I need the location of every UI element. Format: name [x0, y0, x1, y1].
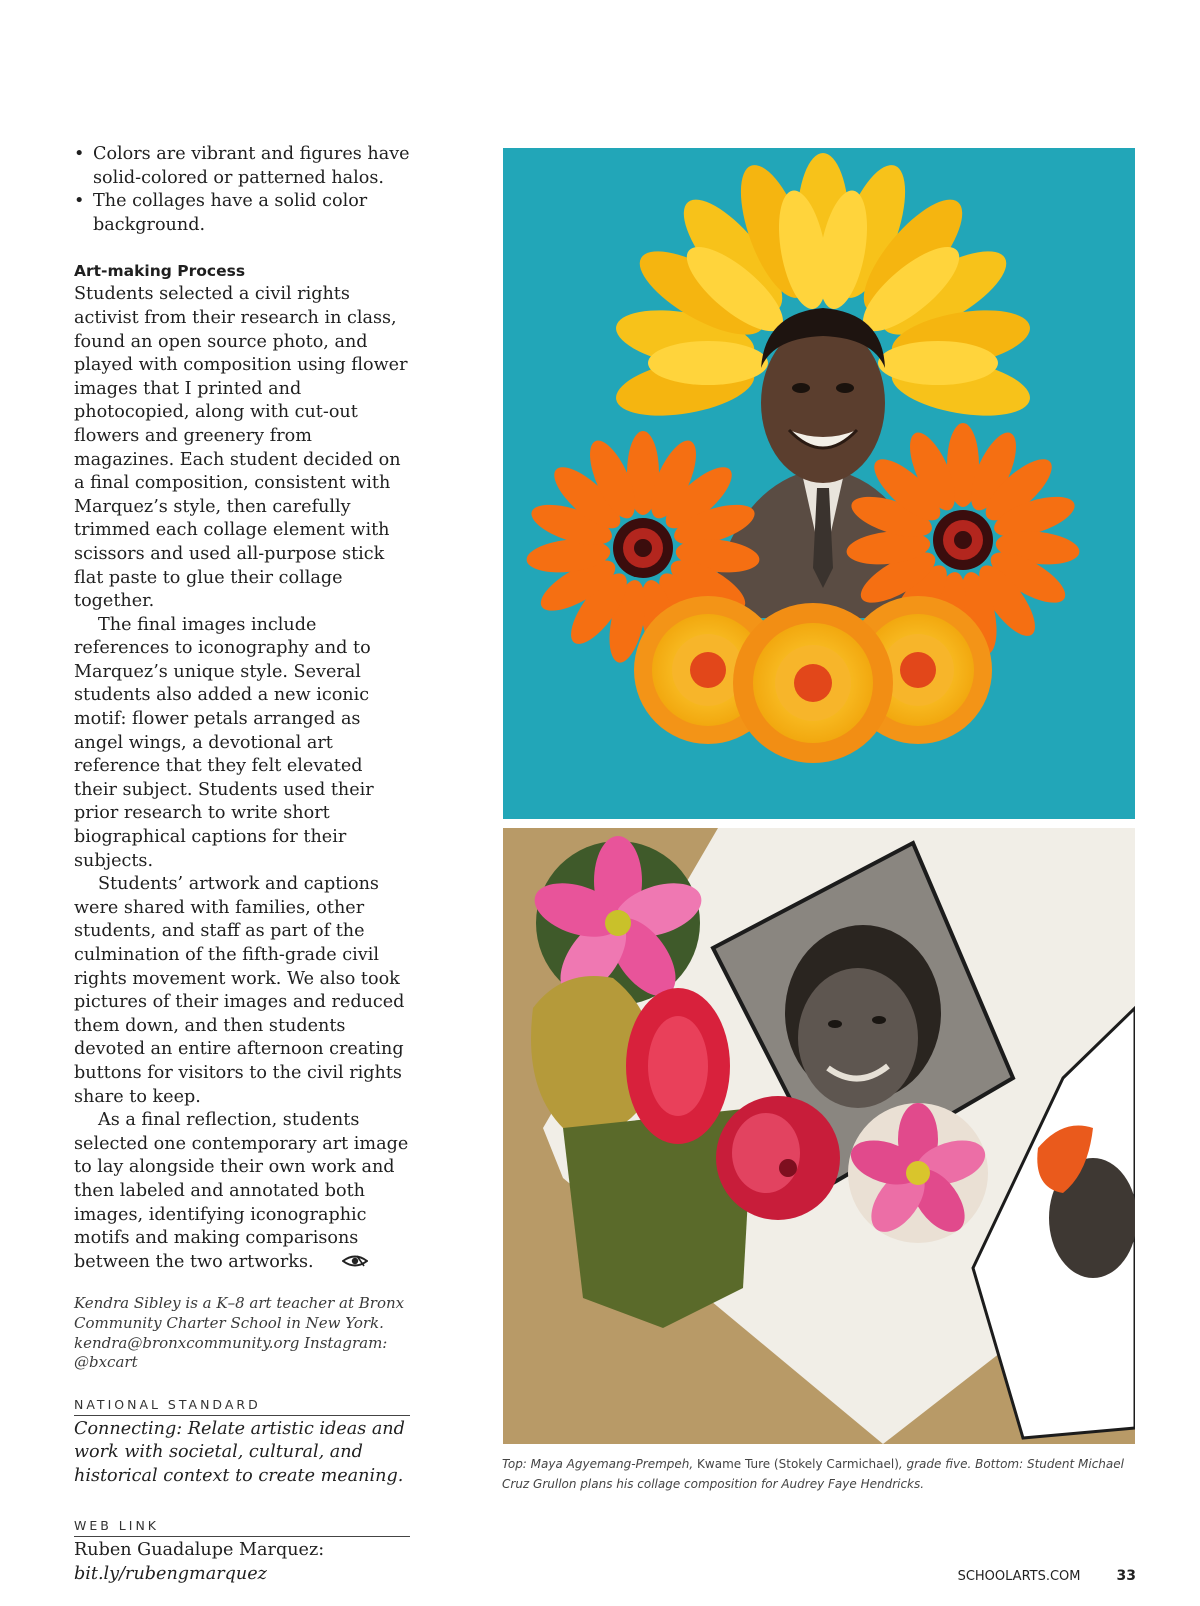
national-standard-label: NATIONAL STANDARD	[74, 1397, 410, 1416]
bullet-item: • Colors are vibrant and figures have solid-colored or patterned halos.	[74, 143, 410, 190]
collage-photo-top	[503, 148, 1135, 819]
web-link	[74, 1539, 410, 1586]
photo-caption	[502, 1455, 1142, 1494]
bullet-list	[74, 143, 410, 237]
footer-site[interactable]: SCHOOLARTS.COM	[957, 1569, 1081, 1584]
body-paragraph: Students selected a civil rights activist from their research in class, found an open source photo, and played with composition using flower images that I printed and photocopied, along with cut-out flowers and greenery from magazines. Each student decided on a final composition, consistent with Marquez’s style, then carefully trimmed each collage element with scissors and used all-purpose stick flat paste to glue their collage together.	[74, 284, 408, 612]
web-link-url[interactable]: bit.ly/rubengmarquez	[74, 1564, 267, 1585]
body-paragraph-text: As a final reflection, students selected one contemporary art image to lay alongside their own work and then labeled and annotated both images, identifying iconographic motifs and making comparisons between the two artworks.	[74, 1110, 409, 1272]
body-paragraph: The final images include references to iconography and to Marquez’s unique style. Several students also added a new iconic motif: flower petals arranged as angel wings, a devotional art reference that they felt elevated their subject. Students used their prior research to write short biographical captions for their subjects.	[74, 614, 374, 871]
bullet-item: • The collages have a solid color background.	[74, 190, 410, 237]
red-flower-lower	[716, 1096, 840, 1220]
web-link-name: Ruben Guadalupe Marquez:	[74, 1540, 325, 1561]
page-footer	[958, 1568, 1136, 1584]
marigold-center	[733, 603, 893, 763]
web-link-label: WEB LINK	[74, 1518, 410, 1537]
text-column	[74, 143, 410, 1587]
schoolarts-eye-icon	[318, 1252, 344, 1266]
caption-part: , grade five. Bottom: Student Michael Cruz Grullon plans his collage composition for Audrey Faye Hendricks.	[502, 1457, 1124, 1491]
page-number: 33	[1116, 1568, 1136, 1584]
red-flower-middle	[626, 988, 730, 1144]
caption-part: Top: Maya Agyemang-Prempeh,	[502, 1457, 698, 1471]
body-paragraph-last	[74, 1109, 410, 1274]
author-bio: Kendra Sibley is a K–8 art teacher at Bronx Community Charter School in New York. kendra@bronxcommunity.org Instagram: @bxcart	[74, 1294, 405, 1372]
body-paragraph: Students’ artwork and captions were shared with families, other students, and staff as part of the culmination of the fifth-grade civil rights movement work. We also took pictures of their images and reduced them down, and then students devoted an entire afternoon creating buttons for visitors to the civil rights share to keep.	[74, 874, 405, 1107]
section-heading: Art-making Process	[74, 262, 246, 281]
collage-photo-bottom	[503, 828, 1135, 1444]
national-standard-text: Connecting: Relate artistic ideas and work with societal, cultural, and historical context to create meaning.	[74, 1418, 405, 1486]
caption-artwork-title: Kwame Ture (Stokely Carmichael)	[697, 1457, 899, 1471]
